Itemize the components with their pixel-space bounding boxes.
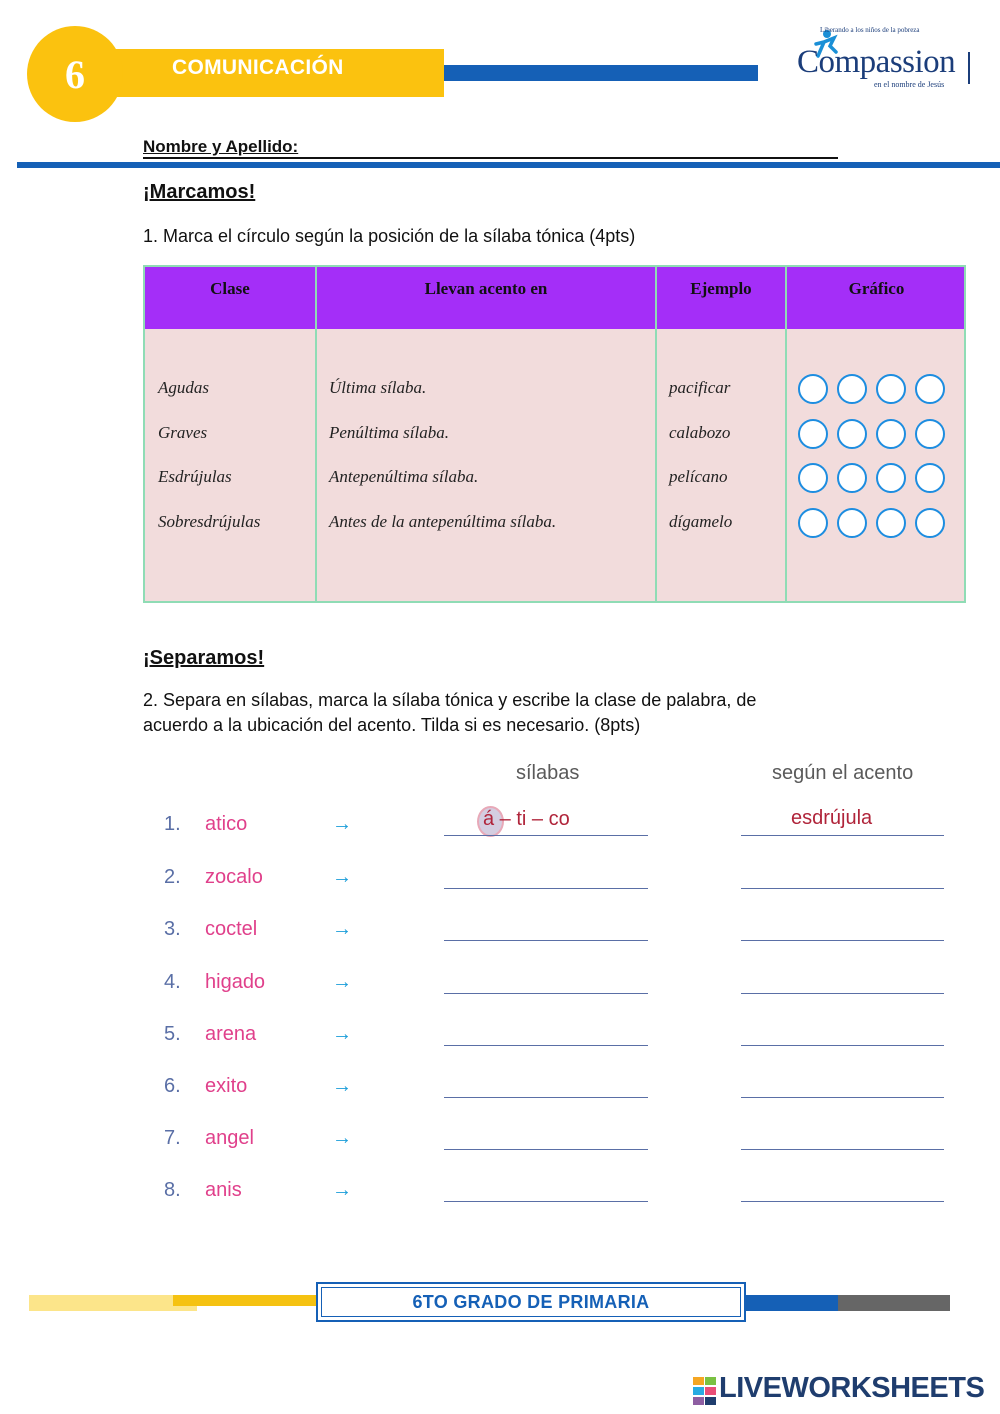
arrow-right-icon: →: [332, 1127, 352, 1149]
column-divider: [315, 267, 317, 601]
column-header-syllables: sílabas: [516, 762, 580, 784]
class-answer-line[interactable]: [741, 993, 944, 994]
footer-stripe-gray: [838, 1295, 950, 1311]
class-answer-line[interactable]: [741, 835, 944, 836]
name-field[interactable]: [143, 137, 838, 159]
footer-grade-label: 6TO GRADO DE PRIMARIA: [412, 1291, 650, 1312]
syllable-circle[interactable]: [876, 508, 906, 538]
arrow-right-icon: →: [332, 971, 352, 993]
cell-clase: Sobresdrújulas: [158, 512, 261, 531]
footer-stripe-light-yellow: [29, 1295, 197, 1311]
liveworksheets-icon: [693, 1377, 717, 1405]
syllable-circle[interactable]: [798, 463, 828, 493]
item-word: angel: [205, 1127, 254, 1149]
column-divider: [785, 267, 787, 601]
section-2-instruction-line1: 2. Separa en sílabas, marca la sílaba tónica y escribe la clase de palabra, de: [143, 690, 757, 710]
cell-acento: Antepenúltima sílaba.: [329, 467, 479, 486]
arrow-right-icon: →: [332, 1023, 352, 1045]
arrow-right-icon: →: [332, 918, 352, 940]
syllable-circle[interactable]: [915, 419, 945, 449]
class-answer-line[interactable]: [741, 1097, 944, 1098]
syllables-answer-line[interactable]: [444, 1149, 648, 1150]
cell-clase: Graves: [158, 423, 208, 442]
item-word: coctel: [205, 918, 258, 940]
syllables-answer-line[interactable]: [444, 1045, 648, 1046]
item-word: arena: [205, 1023, 257, 1045]
column-header-accent: según el acento: [772, 762, 914, 784]
header-acento: Llevan acento en: [424, 279, 548, 298]
logo-divider: [968, 52, 970, 84]
item-word: higado: [205, 971, 266, 993]
cell-clase: Agudas: [158, 378, 209, 397]
cell-ejemplo: pacificar: [669, 378, 731, 397]
syllable-circle[interactable]: [798, 419, 828, 449]
example-syllables: á – ti – co: [483, 808, 570, 830]
arrow-right-icon: →: [332, 1075, 352, 1097]
logo-wordmark: Compassion: [797, 44, 956, 80]
class-answer-line[interactable]: [741, 1201, 944, 1202]
header-rule: [17, 162, 1000, 168]
syllables-answer-line[interactable]: [444, 1201, 648, 1202]
item-number: 8.: [164, 1179, 181, 1201]
name-label: Nombre y Apellido:: [143, 137, 299, 156]
class-answer-line[interactable]: [741, 1149, 944, 1150]
syllable-circle[interactable]: [876, 463, 906, 493]
item-number: 1.: [164, 813, 181, 835]
syllable-circle[interactable]: [798, 508, 828, 538]
item-number: 3.: [164, 918, 181, 940]
arrow-right-icon: →: [332, 1179, 352, 1201]
cell-acento: Última sílaba.: [329, 378, 427, 397]
logo-subtitle: en el nombre de Jesús: [874, 80, 945, 89]
item-word: anis: [205, 1179, 242, 1201]
header-grafico: Gráfico: [848, 279, 905, 298]
syllable-circle[interactable]: [837, 508, 867, 538]
cell-ejemplo: dígamelo: [669, 512, 733, 531]
item-number: 6.: [164, 1075, 181, 1097]
liveworksheets-brand: LIVEWORKSHEETS: [719, 1372, 985, 1404]
footer-grade-box: [316, 1282, 746, 1322]
item-number: 2.: [164, 866, 181, 888]
item-number: 4.: [164, 971, 181, 993]
cell-acento: Penúltima sílaba.: [329, 423, 449, 442]
syllable-circle[interactable]: [837, 419, 867, 449]
syllables-answer-line[interactable]: [444, 835, 648, 836]
cell-acento: Antes de la antepenúltima sílaba.: [329, 512, 557, 531]
syllable-circle[interactable]: [837, 463, 867, 493]
cell-ejemplo: pelícano: [669, 467, 728, 486]
header-ejemplo: Ejemplo: [690, 279, 752, 298]
subject-title: COMUNICACIÓN: [172, 56, 344, 79]
item-number: 7.: [164, 1127, 181, 1149]
syllable-circle[interactable]: [915, 463, 945, 493]
section-2-instruction-line2: acuerdo a la ubicación del acento. Tilda si es necesario. (8pts): [143, 715, 641, 735]
syllable-circle[interactable]: [876, 419, 906, 449]
arrow-right-icon: →: [332, 866, 352, 888]
grade-badge: [27, 26, 123, 122]
accent-table: [143, 265, 966, 603]
section-2-title: ¡Separamos!: [143, 647, 265, 669]
syllables-answer-line[interactable]: [444, 993, 648, 994]
item-word: zocalo: [205, 866, 263, 888]
section-1-instruction: 1. Marca el círculo según la posición de la sílaba tónica (4pts): [143, 226, 636, 246]
class-answer-line[interactable]: [741, 1045, 944, 1046]
syllable-circle[interactable]: [915, 508, 945, 538]
grade-number: 6: [65, 51, 85, 97]
arrow-right-icon: →: [332, 813, 352, 835]
example-class: esdrújula: [791, 807, 873, 829]
item-word: exito: [205, 1075, 248, 1097]
footer-stripe-blue: [745, 1295, 840, 1311]
cell-clase: Esdrújulas: [158, 467, 232, 486]
syllables-answer-line[interactable]: [444, 1097, 648, 1098]
section-1-title: ¡Marcamos!: [143, 181, 256, 203]
class-answer-line[interactable]: [741, 888, 944, 889]
syllable-circle[interactable]: [915, 374, 945, 404]
cell-ejemplo: calabozo: [669, 423, 731, 442]
logo-tagline: Liberando a los niños de la pobreza: [820, 26, 920, 34]
syllables-answer-line[interactable]: [444, 888, 648, 889]
class-answer-line[interactable]: [741, 940, 944, 941]
header-blue-stripe: [444, 65, 758, 81]
syllable-circle[interactable]: [837, 374, 867, 404]
footer-stripe-yellow: [173, 1295, 323, 1306]
header-clase: Clase: [210, 279, 250, 298]
syllable-circle[interactable]: [798, 374, 828, 404]
item-number: 5.: [164, 1023, 181, 1045]
syllables-answer-line[interactable]: [444, 940, 648, 941]
syllable-circle[interactable]: [876, 374, 906, 404]
column-divider: [655, 267, 657, 601]
item-word: atico: [205, 813, 248, 835]
